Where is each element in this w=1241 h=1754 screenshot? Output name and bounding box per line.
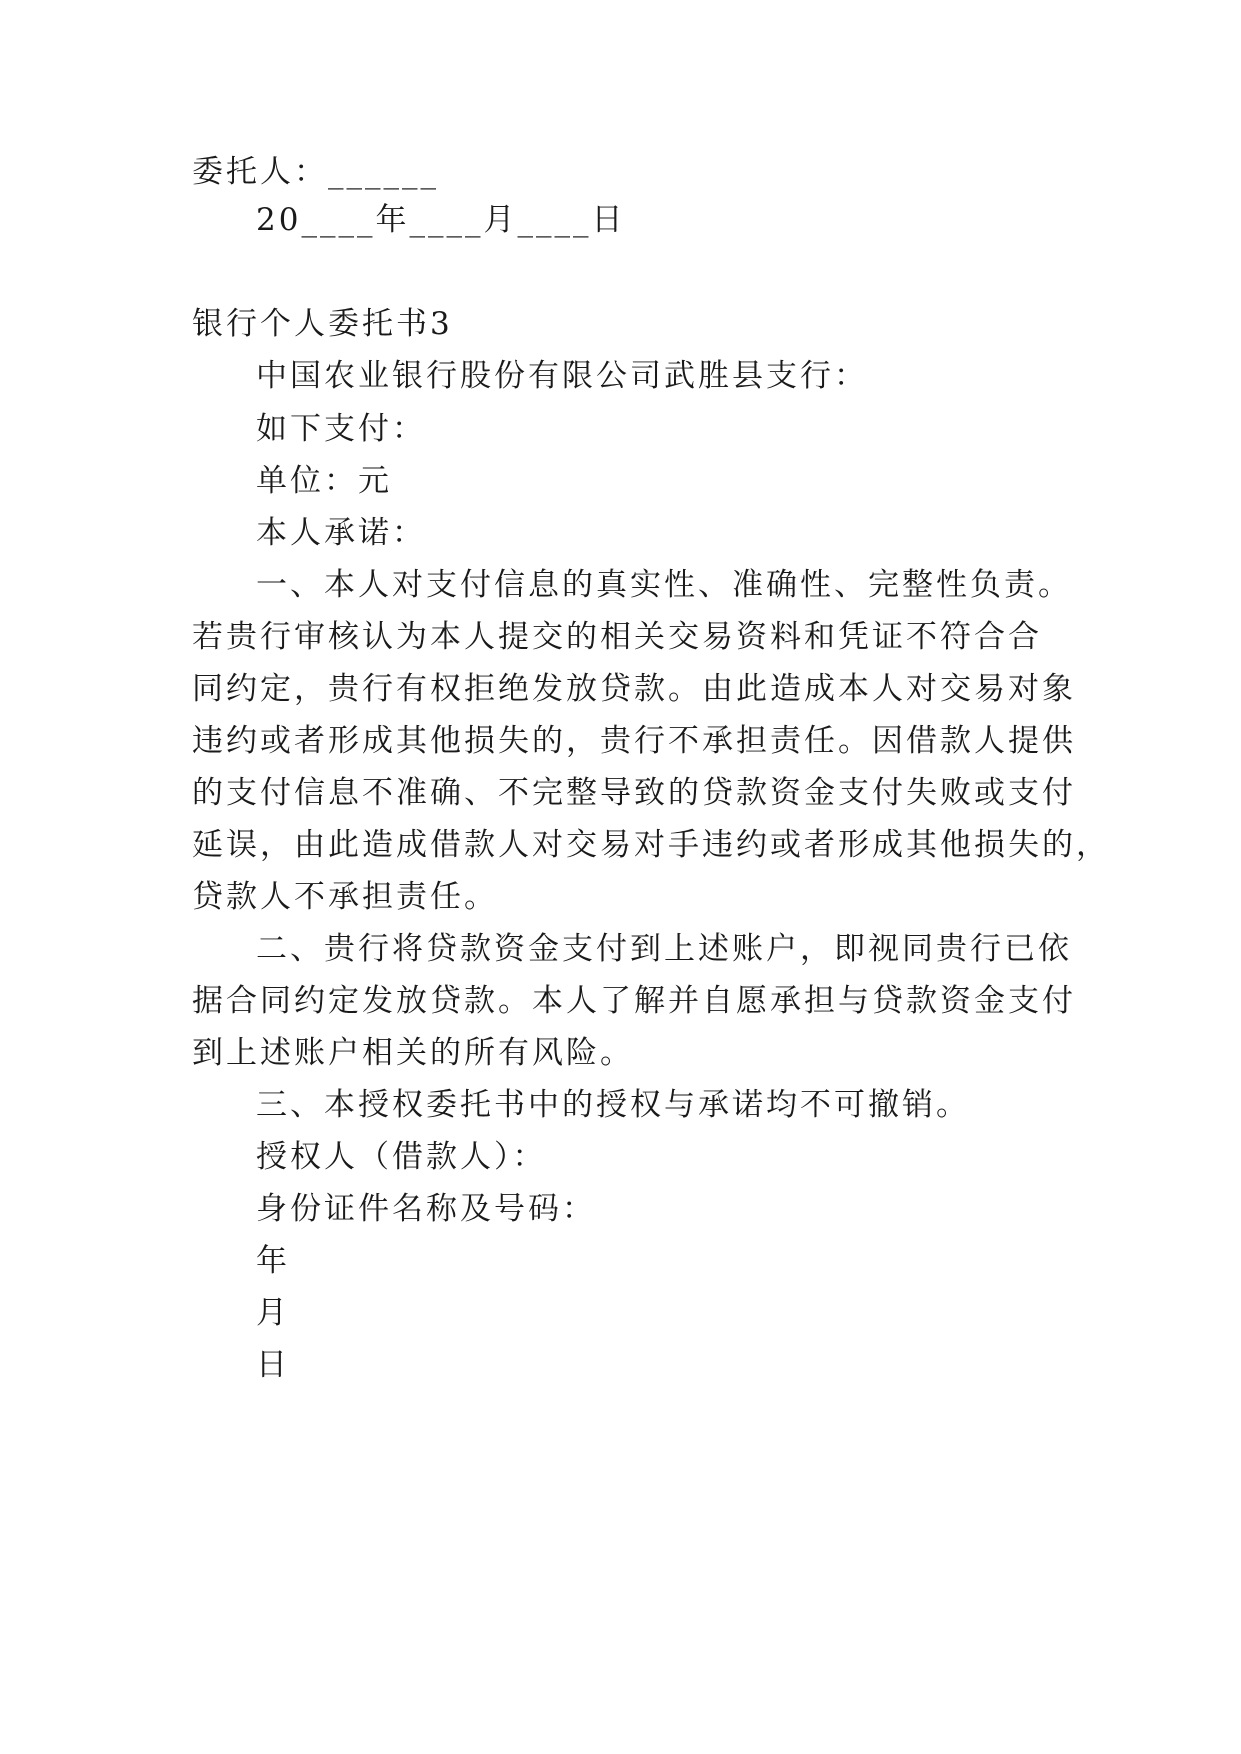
month-label: 月 xyxy=(256,1295,290,1331)
pay-as-follows: 如下支付： xyxy=(256,411,426,447)
clause1-line: 违约或者形成其他损失的，贵行不承担责任。因借款人提供 xyxy=(192,723,1076,759)
date-line: 20____年____月____日 xyxy=(256,202,626,238)
clause2-line: 到上述账户相关的所有风险。 xyxy=(192,1035,634,1071)
clause1-line: 一、本人对支付信息的真实性、准确性、完整性负责。 xyxy=(256,567,1072,603)
clause1-line: 延误，由此造成借款人对交易对手违约或者形成其他损失的， xyxy=(192,827,1110,863)
clause1-line: 的支付信息不准确、不完整导致的贷款资金支付失败或支付 xyxy=(192,775,1076,811)
clause3-line: 三、本授权委托书中的授权与承诺均不可撤销。 xyxy=(256,1087,970,1123)
clause1-line: 同约定，贵行有权拒绝发放贷款。由此造成本人对交易对象 xyxy=(192,671,1076,707)
clause1-line: 若贵行审核认为本人提交的相关交易资料和凭证不符合合 xyxy=(192,619,1042,655)
section-title: 银行个人委托书3 xyxy=(192,306,453,342)
commitment-heading: 本人承诺： xyxy=(256,515,426,551)
principal-line: 委托人：______ xyxy=(192,154,439,190)
authorizer-line: 授权人（借款人）： xyxy=(256,1139,547,1175)
addressee: 中国农业银行股份有限公司武胜县支行： xyxy=(256,358,868,394)
unit-line: 单位：元 xyxy=(256,463,392,499)
clause1-line: 贷款人不承担责任。 xyxy=(192,879,498,915)
year-label: 年 xyxy=(256,1243,290,1279)
clause2-line: 二、贵行将贷款资金支付到上述账户，即视同贵行已依 xyxy=(256,931,1072,967)
day-label: 日 xyxy=(256,1347,290,1383)
clause2-line: 据合同约定发放贷款。本人了解并自愿承担与贷款资金支付 xyxy=(192,983,1076,1019)
id-document-line: 身份证件名称及号码： xyxy=(256,1191,596,1227)
